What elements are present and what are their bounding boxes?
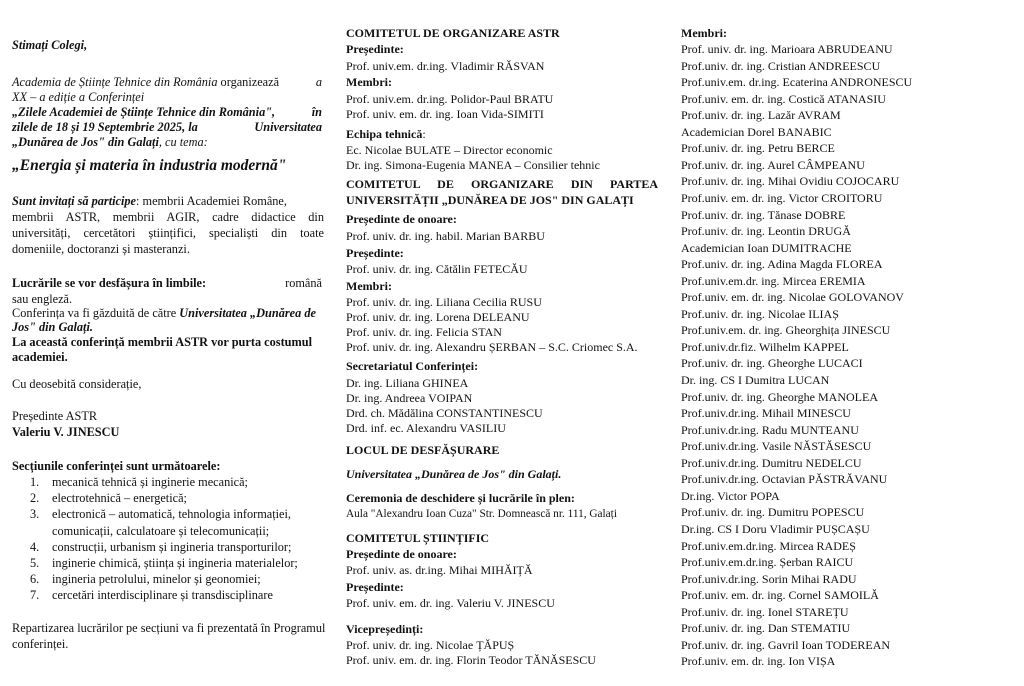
invited-line-1: Sunt invitați să participe: membrii Academiei Române, [12,194,287,208]
president-title: Președinte ASTR [12,409,98,423]
secretariat-member: Dr. ing. Andreea VOIPAN [346,391,473,405]
president-name: Valeriu V. JINESCU [12,425,120,439]
committee-member: Prof.univ. dr. ing. Mihai Ovidiu COJOCARU [681,174,900,189]
ugal-member: Prof. univ. dr. ing. Liliana Cecilia RUSU [346,295,542,309]
committee-member: Prof.univ. dr. ing. Petru BERCE [681,141,835,156]
ugal-member: Prof. univ. dr. ing. Felicia STAN [346,325,502,339]
sci-vp-label: Vicepreședinți: [346,622,424,636]
list-item: 4. construcții, urbanism și ingineria transporturilor; [30,539,292,554]
committee-member: Prof.univ.em.dr.ing. Șerban RAICU [681,555,854,570]
committee-member: Prof.univ.em. dr. ing. Gheorghița JINESCU [681,323,891,338]
committee-member: Dr.ing. CS I Doru Vladimir PUȘCAȘU [681,521,870,536]
astr-member: Prof. univ.em. dr.ing. Polidor-Paul BRATU [346,92,554,106]
committee-member: Prof.univ. dr. ing. Ionel STAREȚU [681,604,849,619]
members-label: Membri: [681,26,727,40]
committee-member: Dr.ing. Victor POPA [681,488,780,503]
ugal-members-label: Membri: [346,279,392,293]
committee-member: Dr. ing. CS I Dumitra LUCAN [681,373,830,387]
invited-line-4: domeniile, doctoranzi și masteranzi. [12,242,190,256]
venue-university: Universitatea „Dunărea de Jos" din Galați. [346,467,562,481]
sections-title: Secțiunile conferinței sunt următoarele: [12,459,221,473]
committee-member: Prof. univ. dr. ing. Marioara ABRUDEANU [681,42,893,56]
intro-line-3: „Zilele Academiei de Științe Tehnice din România", în [12,105,322,119]
greeting: Stimați Colegi, [12,38,88,52]
committee-member: Prof.univ. dr. ing. Gheorghe MANOLEA [681,389,878,404]
list-item: 3. electronică – automatică, tehnologia informației, [30,507,292,522]
ugal-president: Prof. univ. dr. ing. Cătălin FETECĂU [346,262,528,276]
distribution-line-2: conferinței. [12,637,69,651]
committee-member: Prof.univ.dr.ing. Octavian PĂSTRĂVANU [681,472,888,487]
committee-member: Prof.univ. dr. ing. Lazăr AVRAM [681,108,841,123]
committee-member: Prof.univ. dr. ing. Gheorghe LUCACI [681,356,863,371]
committee-member: Prof.univ. dr. ing. Cristian ANDREESCU [681,58,881,73]
ugal-member: Prof. univ. dr. ing. Lorena DELEANU [346,310,530,324]
tech-team-label: Echipa tehnică: [346,127,426,141]
committee-member: Prof.univ.em. dr.ing. Ecaterina ANDRONESCU [681,75,913,90]
committee-member: Prof.univ. dr. ing. Aurel CÂMPEANU [681,157,865,172]
list-item: 5. inginerie chimică, știința și ingineria materialelor; [30,556,298,571]
committee-member: Prof.univ.dr.ing. Dumitru NEDELCU [681,455,862,470]
sci-president-label: Președinte: [346,580,404,594]
committee-member: Prof.univ.em.dr. ing. Mircea EREMIA [681,273,866,288]
astr-committee-title: COMITETUL DE ORGANIZARE ASTR [346,26,560,40]
committee-member: Prof.univ. em. dr. ing. Costică ATANASIU [681,91,886,106]
sci-vp: Prof. univ. dr. ing. Nicolae ȚĂPUȘ [346,638,515,652]
sci-hon-label: Președinte de onoare: [346,547,457,561]
committee-member: Prof.univ. dr. ing. Dan STEMATIU [681,621,851,636]
sci-vp: Prof. univ. em. dr. ing. Florin Teodor TĂNĂSESCU [346,653,596,667]
committee-member: Prof.univ. em. dr. ing. Nicolae GOLOVANOV [681,290,904,305]
intro-line-5: „Dunărea de Jos" din Galați, cu tema: [12,135,208,149]
costume-line-1: La această conferință membrii ASTR vor purta costumul [12,335,313,349]
astr-president: Prof. univ.em. dr.ing. Vladimir RĂSVAN [346,59,545,73]
sci-hon: Prof. univ. as. dr.ing. Mihai MIHĂIȚĂ [346,563,533,577]
list-item: 2. electrotehnică – energetică; [30,491,187,506]
ugal-committee-title-1: COMITETUL DE ORGANIZARE DIN PARTEA [346,177,658,191]
committee-member: Prof.univ.dr.ing. Mihail MINESCU [681,406,851,421]
astr-president-label: Președinte: [346,42,404,56]
invited-line-3: universități, cercetători științifici, specialiști din toate [12,226,324,240]
distribution-line-1: Repartizarea lucrărilor pe secțiuni va fi prezentată în Programul [12,621,326,635]
ceremony-place: Aula "Alexandru Ioan Cuza" Str. Domnească nr. 111, Galați [346,508,617,520]
list-item: comunicații, calculatoare și telecomunicații; [52,523,270,538]
committee-member: Prof.univ. em. dr. ing. Ion VIȘA [681,654,836,669]
tech-member: Dr. ing. Simona-Eugenia MANEA – Consilier tehnic [346,158,600,172]
scientific-committee-title: COMITETUL ȘTIINȚIFIC [346,531,490,545]
astr-members-label: Membri: [346,75,392,89]
host-line-1: Conferința va fi găzduită de către Universitatea „Dunărea de [12,306,316,320]
ugal-member: Prof. univ. dr. ing. Alexandru ȘERBAN – S.C. Criomec S.A. [346,340,638,354]
committee-member: Prof.univ. em. dr. ing. Cornel SAMOILĂ [681,588,879,603]
list-item: 6. ingineria petrolului, minelor și geonomiei; [30,572,261,587]
committee-member: Prof.univ. dr. ing. Gavril Ioan TODEREAN [681,637,891,652]
sections-list [30,474,298,604]
list-item: 7. cercetări interdisciplinare și transdisciplinare [30,588,273,603]
costume-line-2: academiei. [12,350,68,364]
ugal-president-label: Președinte: [346,246,404,260]
committee-member: Prof.univ.dr.fiz. Wilhelm KAPPEL [681,339,849,354]
astr-member: Prof. univ. em. dr. ing. Ioan Vida-SIMITI [346,107,544,121]
invited-line-2: membrii ASTR, membrii AGIR, cadre didactice din [12,210,324,224]
committee-member: Prof.univ. em. dr. ing. Victor CROITORU [681,190,883,205]
committee-member: Prof.univ.dr.ing. Radu MUNTEANU [681,422,859,437]
tech-member: Ec. Nicolae BULATE – Director economic [346,143,553,157]
sci-president: Prof. univ. em. dr. ing. Valeriu V. JINESCU [346,596,555,610]
secretariat-member: Drd. ch. Mădălina CONSTANTINESCU [346,406,543,420]
intro-line-4: zilele de 18 și 19 Septembrie 2025, la Universitatea [12,120,322,134]
venue-title: LOCUL DE DESFĂȘURARE [346,443,500,457]
languages-line-2: sau engleză. [12,292,73,306]
committee-member: Prof.univ. dr. ing. Leontin DRUGĂ [681,224,851,239]
host-line-2: Jos" din Galați. [12,320,93,334]
ugal-hon: Prof. univ. dr. ing. habil. Marian BARBU [346,229,545,243]
intro-line-2: XX – a ediție a Conferinței [12,90,145,104]
ugal-committee-title-2: UNIVERSITĂȚII „DUNĂREA DE JOS" DIN GALAȚI [346,193,634,207]
committee-member: Prof.univ. dr. ing. Nicolae ILIAȘ [681,306,839,321]
committee-member: Prof.univ. dr. ing. Tănase DOBRE [681,207,846,222]
list-item: 1. mecanică tehnică și inginerie mecanică; [30,475,248,489]
languages-line-1: Lucrările se vor desfășura în limbile: română [12,276,322,290]
ugal-hon-label: Președinte de onoare: [346,212,457,226]
committee-member: Prof.univ.dr.ing. Sorin Mihai RADU [681,571,857,586]
committee-member: Prof.univ. dr. ing. Dumitru POPESCU [681,505,865,520]
secretariat-label: Secretariatul Conferinței: [346,359,479,373]
committee-member: Academician Ioan DUMITRACHE [681,240,852,255]
committee-member: Prof.univ.em.dr.ing. Mircea RADEȘ [681,538,856,553]
intro-line-1: Academia de Științe Tehnice din România organizează a [12,75,322,89]
closing: Cu deosebită considerație, [12,377,142,391]
committee-member: Academician Dorel BANABIC [681,124,832,139]
ceremony-label: Ceremonia de deschidere și lucrările în plen: [346,491,575,505]
committee-member: Prof.univ. dr. ing. Adina Magda FLOREA [681,257,883,272]
committee-member: Prof.univ.dr.ing. Vasile NĂSTĂSESCU [681,439,872,454]
secretariat-member: Dr. ing. Liliana GHINEA [346,376,469,390]
conference-theme: „Energia și materia în industria modernă" [12,157,287,174]
secretariat-member: Drd. inf. ec. Alexandru VASILIU [346,421,506,435]
